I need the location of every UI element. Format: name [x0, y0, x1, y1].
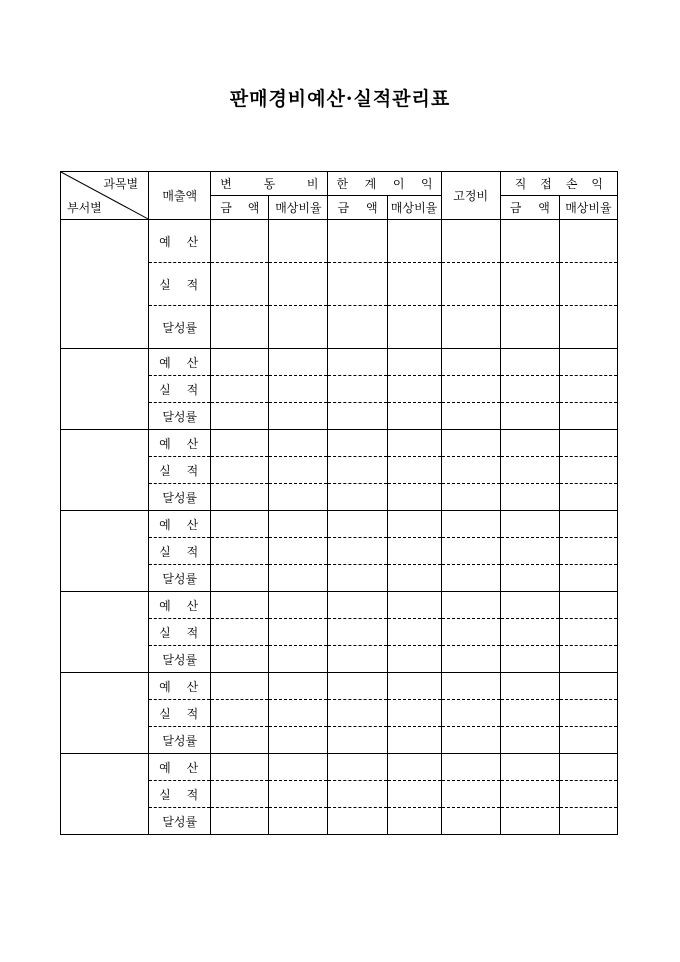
value-cell[interactable]	[500, 306, 559, 349]
marginal-profit-header: 한 계 이 익	[328, 172, 441, 196]
value-cell[interactable]	[269, 700, 328, 727]
value-cell[interactable]	[269, 538, 328, 565]
value-cell[interactable]	[441, 306, 500, 349]
value-cell[interactable]	[500, 781, 559, 808]
value-cell[interactable]	[328, 781, 387, 808]
value-cell[interactable]	[387, 619, 441, 646]
value-cell[interactable]	[559, 808, 617, 835]
value-cell[interactable]	[387, 220, 441, 263]
value-cell[interactable]	[269, 430, 328, 457]
value-cell[interactable]	[269, 457, 328, 484]
value-cell[interactable]	[500, 430, 559, 457]
value-cell[interactable]	[328, 511, 387, 538]
value-cell[interactable]	[269, 220, 328, 263]
achievement-label: 달성률	[149, 808, 211, 835]
budget-performance-table	[60, 171, 618, 835]
value-cell[interactable]	[559, 565, 617, 592]
value-cell[interactable]	[211, 349, 269, 376]
value-cell[interactable]	[328, 376, 387, 403]
variable-amount-header: 금 액	[211, 196, 269, 220]
value-cell[interactable]	[559, 430, 617, 457]
value-cell[interactable]	[328, 430, 387, 457]
table-row	[61, 511, 618, 538]
value-cell[interactable]	[211, 619, 269, 646]
direct-amount-header: 금 액	[500, 196, 559, 220]
value-cell[interactable]	[269, 403, 328, 430]
value-cell[interactable]	[269, 263, 328, 306]
value-cell[interactable]	[211, 376, 269, 403]
value-cell[interactable]	[269, 349, 328, 376]
value-cell[interactable]	[441, 673, 500, 700]
value-cell[interactable]	[387, 263, 441, 306]
value-cell[interactable]	[328, 403, 387, 430]
value-cell[interactable]	[211, 673, 269, 700]
value-cell[interactable]	[328, 727, 387, 754]
table-row	[61, 349, 618, 376]
value-cell[interactable]	[441, 700, 500, 727]
value-cell[interactable]	[441, 484, 500, 511]
value-cell[interactable]	[269, 646, 328, 673]
value-cell[interactable]	[387, 430, 441, 457]
value-cell[interactable]	[441, 263, 500, 306]
subject-label: 과목별	[103, 177, 139, 191]
value-cell[interactable]	[500, 511, 559, 538]
value-cell[interactable]	[500, 403, 559, 430]
value-cell[interactable]	[269, 565, 328, 592]
actual-label: 실 적	[149, 457, 211, 484]
value-cell[interactable]	[328, 808, 387, 835]
value-cell[interactable]	[500, 646, 559, 673]
value-cell[interactable]	[387, 457, 441, 484]
department-cell[interactable]	[61, 754, 149, 835]
value-cell[interactable]	[559, 646, 617, 673]
value-cell[interactable]	[269, 511, 328, 538]
value-cell[interactable]	[328, 592, 387, 619]
value-cell[interactable]	[500, 619, 559, 646]
value-cell[interactable]	[387, 349, 441, 376]
value-cell[interactable]	[500, 376, 559, 403]
actual-label: 실 적	[149, 538, 211, 565]
actual-label: 실 적	[149, 700, 211, 727]
value-cell[interactable]	[559, 700, 617, 727]
value-cell[interactable]	[559, 538, 617, 565]
value-cell[interactable]	[211, 430, 269, 457]
value-cell[interactable]	[211, 565, 269, 592]
table-row	[61, 592, 618, 619]
achievement-label: 달성률	[149, 306, 211, 349]
marginal-amount-header: 금 액	[328, 196, 387, 220]
value-cell[interactable]	[328, 754, 387, 781]
value-cell[interactable]	[328, 484, 387, 511]
value-cell[interactable]	[559, 754, 617, 781]
value-cell[interactable]	[559, 592, 617, 619]
value-cell[interactable]	[211, 511, 269, 538]
department-cell[interactable]	[61, 511, 149, 592]
value-cell[interactable]	[269, 727, 328, 754]
value-cell[interactable]	[387, 565, 441, 592]
value-cell[interactable]	[559, 349, 617, 376]
value-cell[interactable]	[500, 727, 559, 754]
value-cell[interactable]	[269, 808, 328, 835]
value-cell[interactable]	[387, 781, 441, 808]
value-cell[interactable]	[559, 220, 617, 263]
value-cell[interactable]	[269, 306, 328, 349]
value-cell[interactable]	[387, 403, 441, 430]
achievement-label: 달성률	[149, 484, 211, 511]
table-row	[61, 754, 618, 781]
value-cell[interactable]	[387, 727, 441, 754]
value-cell[interactable]	[441, 754, 500, 781]
actual-label: 실 적	[149, 376, 211, 403]
value-cell[interactable]	[559, 306, 617, 349]
value-cell[interactable]	[441, 376, 500, 403]
budget-label: 예 산	[149, 349, 211, 376]
value-cell[interactable]	[387, 646, 441, 673]
value-cell[interactable]	[269, 754, 328, 781]
budget-label: 예 산	[149, 220, 211, 263]
value-cell[interactable]	[500, 457, 559, 484]
value-cell[interactable]	[387, 376, 441, 403]
department-cell[interactable]	[61, 430, 149, 511]
value-cell[interactable]	[500, 263, 559, 306]
value-cell[interactable]	[500, 565, 559, 592]
value-cell[interactable]	[328, 700, 387, 727]
diagonal-header-cell	[61, 172, 149, 220]
value-cell[interactable]	[211, 538, 269, 565]
value-cell[interactable]	[559, 673, 617, 700]
value-cell[interactable]	[559, 781, 617, 808]
value-cell[interactable]	[269, 592, 328, 619]
department-label: 부서별	[67, 201, 102, 215]
value-cell[interactable]	[500, 484, 559, 511]
budget-label: 예 산	[149, 754, 211, 781]
value-cell[interactable]	[328, 263, 387, 306]
value-cell[interactable]	[500, 592, 559, 619]
value-cell[interactable]	[500, 754, 559, 781]
value-cell[interactable]	[559, 376, 617, 403]
fixed-cost-header: 고정비	[441, 172, 500, 220]
value-cell[interactable]	[211, 484, 269, 511]
value-cell[interactable]	[211, 646, 269, 673]
value-cell[interactable]	[500, 700, 559, 727]
achievement-label: 달성률	[149, 646, 211, 673]
value-cell[interactable]	[441, 646, 500, 673]
value-cell[interactable]	[387, 306, 441, 349]
direct-profit-header: 직 접 손 익	[500, 172, 617, 196]
value-cell[interactable]	[387, 538, 441, 565]
value-cell[interactable]	[328, 538, 387, 565]
value-cell[interactable]	[328, 220, 387, 263]
department-cell[interactable]	[61, 673, 149, 754]
value-cell[interactable]	[211, 754, 269, 781]
actual-label: 실 적	[149, 619, 211, 646]
value-cell[interactable]	[211, 403, 269, 430]
value-cell[interactable]	[500, 538, 559, 565]
table-row	[61, 673, 618, 700]
value-cell[interactable]	[441, 808, 500, 835]
value-cell[interactable]	[441, 511, 500, 538]
value-cell[interactable]	[559, 727, 617, 754]
value-cell[interactable]	[500, 220, 559, 263]
value-cell[interactable]	[559, 484, 617, 511]
achievement-label: 달성률	[149, 727, 211, 754]
value-cell[interactable]	[269, 781, 328, 808]
value-cell[interactable]	[211, 457, 269, 484]
value-cell[interactable]	[211, 808, 269, 835]
value-cell[interactable]	[211, 592, 269, 619]
value-cell[interactable]	[269, 376, 328, 403]
sales-header: 매출액	[149, 172, 211, 220]
table-row	[61, 430, 618, 457]
achievement-label: 달성률	[149, 565, 211, 592]
achievement-label: 달성률	[149, 403, 211, 430]
value-cell[interactable]	[211, 700, 269, 727]
value-cell[interactable]	[441, 457, 500, 484]
direct-ratio-header: 매상비율	[559, 196, 617, 220]
value-cell[interactable]	[211, 781, 269, 808]
department-cell[interactable]	[61, 349, 149, 430]
value-cell[interactable]	[441, 538, 500, 565]
page-title: 판매경비예산·실적관리표	[229, 88, 451, 110]
budget-label: 예 산	[149, 673, 211, 700]
value-cell[interactable]	[559, 403, 617, 430]
variable-ratio-header: 매상비율	[269, 196, 328, 220]
value-cell[interactable]	[441, 781, 500, 808]
value-cell[interactable]	[500, 808, 559, 835]
department-cell[interactable]	[61, 592, 149, 673]
value-cell[interactable]	[441, 430, 500, 457]
value-cell[interactable]	[559, 263, 617, 306]
value-cell[interactable]	[387, 808, 441, 835]
variable-cost-header: 변 동 비	[211, 172, 328, 196]
actual-label: 실 적	[149, 263, 211, 306]
value-cell[interactable]	[500, 673, 559, 700]
value-cell[interactable]	[387, 484, 441, 511]
value-cell[interactable]	[387, 592, 441, 619]
value-cell[interactable]	[211, 263, 269, 306]
budget-label: 예 산	[149, 511, 211, 538]
actual-label: 실 적	[149, 781, 211, 808]
value-cell[interactable]	[387, 700, 441, 727]
value-cell[interactable]	[328, 646, 387, 673]
value-cell[interactable]	[269, 673, 328, 700]
value-cell[interactable]	[441, 403, 500, 430]
value-cell[interactable]	[441, 592, 500, 619]
value-cell[interactable]	[559, 511, 617, 538]
marginal-ratio-header: 매상비율	[387, 196, 441, 220]
department-cell[interactable]	[61, 220, 149, 349]
value-cell[interactable]	[328, 565, 387, 592]
value-cell[interactable]	[269, 484, 328, 511]
value-cell[interactable]	[559, 619, 617, 646]
value-cell[interactable]	[328, 349, 387, 376]
value-cell[interactable]	[441, 220, 500, 263]
value-cell[interactable]	[441, 565, 500, 592]
value-cell[interactable]	[328, 673, 387, 700]
value-cell[interactable]	[269, 619, 328, 646]
value-cell[interactable]	[500, 349, 559, 376]
value-cell[interactable]	[559, 457, 617, 484]
budget-label: 예 산	[149, 430, 211, 457]
value-cell[interactable]	[387, 754, 441, 781]
value-cell[interactable]	[387, 673, 441, 700]
value-cell[interactable]	[328, 306, 387, 349]
value-cell[interactable]	[328, 457, 387, 484]
budget-label: 예 산	[149, 592, 211, 619]
value-cell[interactable]	[387, 511, 441, 538]
value-cell[interactable]	[211, 727, 269, 754]
value-cell[interactable]	[441, 727, 500, 754]
table-row	[61, 220, 618, 263]
value-cell[interactable]	[211, 220, 269, 263]
value-cell[interactable]	[441, 349, 500, 376]
value-cell[interactable]	[441, 619, 500, 646]
value-cell[interactable]	[328, 619, 387, 646]
value-cell[interactable]	[211, 306, 269, 349]
